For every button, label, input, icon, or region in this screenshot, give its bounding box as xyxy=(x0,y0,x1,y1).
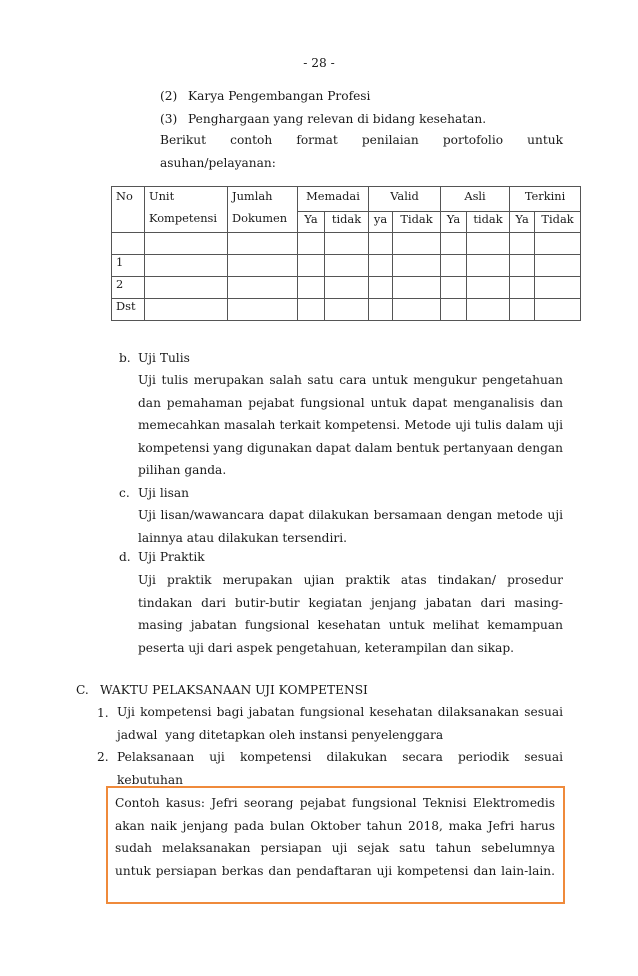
header-asli: Asli xyxy=(441,187,510,212)
list-line: jadwal yang ditetapkan oleh instansi penyelenggara xyxy=(117,727,444,742)
list-number: 2. xyxy=(97,750,109,764)
subheader-cell: Tidak xyxy=(393,212,441,233)
header-unit-kompetensi xyxy=(145,187,228,233)
intro-line: asuhan/pelayanan: xyxy=(160,156,276,170)
body-line: tindakan dari butir-butir kegiatan jenjang jabatan dari masing- xyxy=(138,595,563,610)
section-letter: d. xyxy=(119,550,131,564)
section-title: Uji lisan xyxy=(138,486,189,500)
table-row xyxy=(112,299,581,321)
list-number: 1. xyxy=(97,706,109,720)
subheader-cell: ya xyxy=(369,212,393,233)
header-text: Dokumen xyxy=(232,211,288,225)
subheader-cell: Tidak xyxy=(535,212,581,233)
body-line: masing jabatan fungsional kesehatan untuk melihat kemampuan xyxy=(138,618,563,633)
header-text: Unit xyxy=(149,189,175,203)
item-number: (2) xyxy=(160,89,178,103)
header-no: No xyxy=(112,187,145,233)
row-number: 2 xyxy=(112,277,145,299)
body-line: Uji praktik merupakan ujian praktik atas tindakan/ prosedur xyxy=(138,573,563,587)
list-item xyxy=(117,701,563,746)
case-example-box xyxy=(106,786,565,904)
page-number: - 28 - xyxy=(303,56,335,70)
list-item-text: Karya Pengembangan Profesi xyxy=(188,89,371,103)
header-jumlah-dokumen xyxy=(228,187,298,233)
body-line: lainnya atau dilakukan tersendiri. xyxy=(138,530,347,545)
heading-letter: C. xyxy=(76,683,89,697)
section-body xyxy=(138,504,563,549)
header-text: Jumlah xyxy=(232,189,273,203)
intro-line: Berikut contoh format penilaian portofolio untuk xyxy=(160,133,563,147)
section-title: Uji Tulis xyxy=(138,351,190,365)
body-line: pilihan ganda. xyxy=(138,463,227,478)
case-line: untuk persiapan berkas dan pendaftaran uji kompetensi dan lain-lain. xyxy=(115,863,555,878)
section-body xyxy=(138,569,563,659)
header-text: Kompetensi xyxy=(149,211,218,225)
item-number: (3) xyxy=(160,112,178,126)
list-item xyxy=(160,89,177,103)
body-line: Uji lisan/wawancara dapat dilakukan bersamaan dengan metode uji xyxy=(138,508,563,522)
header-valid: Valid xyxy=(369,187,441,212)
table-row xyxy=(112,255,581,277)
subheader-cell: tidak xyxy=(467,212,510,233)
body-line: dan pemahaman pejabat fungsional untuk dapat menganalisis dan xyxy=(138,395,563,410)
row-number xyxy=(112,233,145,255)
section-letter: b. xyxy=(119,351,131,365)
portfolio-table xyxy=(111,186,581,321)
list-line: Pelaksanaan uji kompetensi dilakukan secara periodik sesuai xyxy=(117,750,563,764)
table-header-row xyxy=(112,187,581,212)
subheader-cell: Ya xyxy=(298,212,325,233)
section-title: Uji Praktik xyxy=(138,550,205,564)
case-line: sudah melaksanakan persiapan uji sejak satu tahun sebelumnya xyxy=(115,841,555,856)
body-line: peserta uji dari aspek pengetahuan, keterampilan dan sikap. xyxy=(138,640,515,655)
table-row xyxy=(112,233,581,255)
subheader-cell: Ya xyxy=(441,212,467,233)
subheader-cell: Ya xyxy=(510,212,535,233)
case-line: Contoh kasus: Jefri seorang pejabat fungsional Teknisi Elektromedis xyxy=(115,796,555,810)
section-letter: c. xyxy=(119,486,130,500)
list-item xyxy=(117,746,563,791)
body-line: kompetensi yang digunakan dapat dalam bentuk pertanyaan dengan xyxy=(138,440,564,455)
case-line: akan naik jenjang pada bulan Oktober tahun 2018, maka Jefri harus xyxy=(115,818,555,833)
header-memadai: Memadai xyxy=(298,187,369,212)
list-line: Uji kompetensi bagi jabatan fungsional kesehatan dilaksanakan sesuai xyxy=(117,705,563,719)
row-number: Dst xyxy=(112,299,145,321)
list-item-text: Penghargaan yang relevan di bidang kesehatan. xyxy=(188,112,487,126)
list-line: kebutuhan xyxy=(117,772,183,787)
list-item xyxy=(160,112,177,126)
body-line: Uji tulis merupakan salah satu cara untuk mengukur pengetahuan xyxy=(138,373,563,387)
header-terkini: Terkini xyxy=(510,187,581,212)
section-heading: WAKTU PELAKSANAAN UJI KOMPETENSI xyxy=(100,683,368,697)
section-body xyxy=(138,369,563,482)
row-number: 1 xyxy=(112,255,145,277)
body-line: memecahkan masalah terkait kompetensi. Metode uji tulis dalam uji xyxy=(138,418,563,433)
subheader-cell: tidak xyxy=(325,212,369,233)
case-text xyxy=(115,792,555,882)
table-row xyxy=(112,277,581,299)
